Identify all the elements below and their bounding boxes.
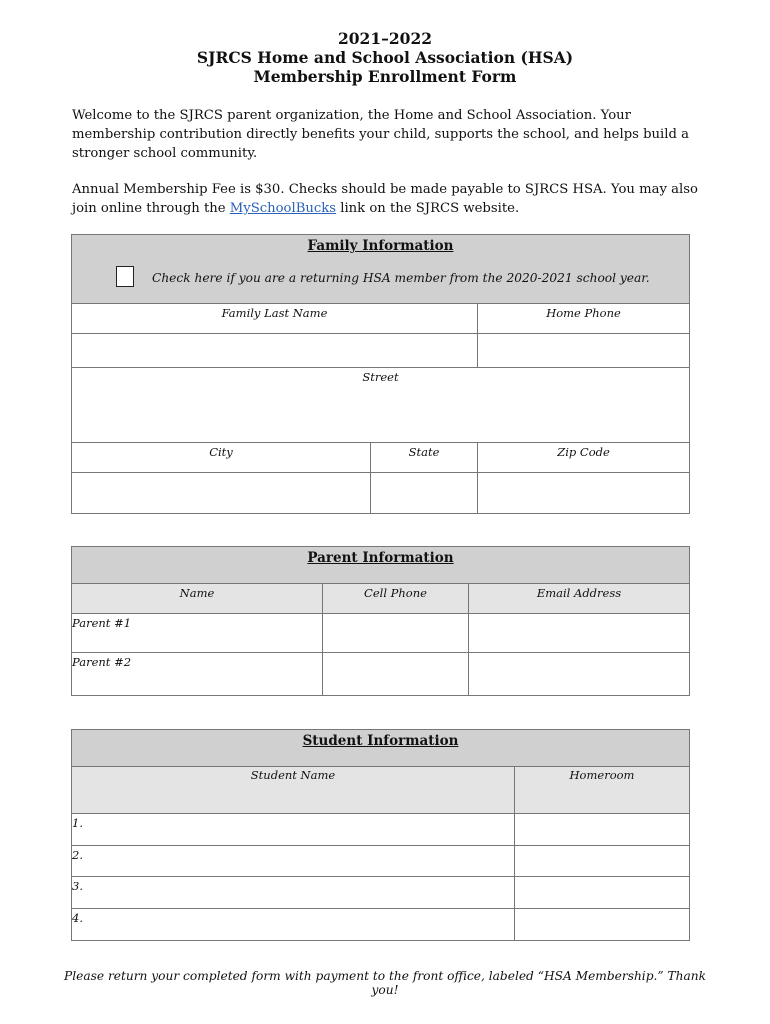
city-field[interactable]	[73, 473, 369, 513]
student-row-4-label: 4.	[72, 911, 83, 925]
state-label: State	[408, 445, 440, 459]
return-instructions: Please return your completed form with payment to the front office, labeled “HSA Membership.” Thank you!	[64, 969, 706, 997]
student-name-column: Student Name	[250, 768, 336, 782]
homeroom-column: Homeroom	[569, 768, 635, 782]
family-section-title: Family Information	[307, 238, 454, 254]
student-section-title: Student Information	[302, 733, 459, 749]
student-3-name-field[interactable]	[90, 877, 513, 908]
zip-code-field[interactable]	[478, 473, 689, 513]
parent-1-label: Parent #1	[72, 616, 132, 630]
student-4-name-field[interactable]	[90, 909, 513, 940]
returning-member-label: Check here if you are a returning HSA member from the 2020-2021 school year.	[152, 271, 650, 285]
family-last-name-field[interactable]	[73, 334, 476, 367]
parent-1-cell-field[interactable]	[323, 614, 467, 652]
parent-email-column: Email Address	[536, 586, 622, 600]
student-2-name-field[interactable]	[90, 846, 513, 876]
student-row-2-label: 2.	[72, 848, 83, 862]
parent-name-column: Name	[179, 586, 215, 600]
parent-1-email-field[interactable]	[469, 614, 689, 652]
fee-paragraph	[72, 180, 702, 218]
parent-cell-phone-column: Cell Phone	[364, 586, 427, 600]
street-field[interactable]	[73, 399, 689, 442]
fee-text-start: Annual Membership Fee is $30. Checks should be made payable to SJRCS HSA. You may also join online through the	[72, 182, 698, 216]
parent-2-name-field[interactable]	[140, 653, 321, 695]
home-phone-field[interactable]	[478, 334, 689, 367]
form-title: Membership Enrollment Form	[253, 67, 517, 86]
welcome-paragraph: Welcome to the SJRCS parent organization, the Home and School Association. Your membership contribution directly benefits your child, supports the school, and helps build a stronger school community.	[72, 108, 689, 161]
student-row-3-label: 3.	[72, 879, 83, 893]
zip-code-label: Zip Code	[557, 445, 610, 459]
form-org-title: SJRCS Home and School Association (HSA)	[196, 48, 574, 67]
home-phone-label: Home Phone	[546, 306, 621, 320]
student-2-homeroom-field[interactable]	[515, 846, 689, 876]
state-field[interactable]	[371, 473, 476, 513]
parent-section-title: Parent Information	[307, 550, 454, 566]
parent-2-cell-field[interactable]	[323, 653, 467, 695]
family-last-name-label: Family Last Name	[221, 306, 328, 320]
student-3-homeroom-field[interactable]	[515, 877, 689, 908]
parent-2-email-field[interactable]	[469, 653, 689, 695]
myschoolbucks-link[interactable]: MySchoolBucks	[229, 201, 337, 216]
student-row-1-label: 1.	[72, 816, 83, 830]
street-label: Street	[362, 370, 399, 384]
form-year: 2021–2022	[337, 29, 433, 48]
parent-1-name-field[interactable]	[140, 614, 321, 652]
fee-text-end: link on the SJRCS website.	[336, 201, 520, 216]
returning-member-checkbox[interactable]	[116, 266, 134, 287]
student-1-name-field[interactable]	[90, 814, 513, 845]
student-1-homeroom-field[interactable]	[515, 814, 689, 845]
city-label: City	[209, 445, 233, 459]
student-4-homeroom-field[interactable]	[515, 909, 689, 940]
parent-2-label: Parent #2	[72, 655, 132, 669]
